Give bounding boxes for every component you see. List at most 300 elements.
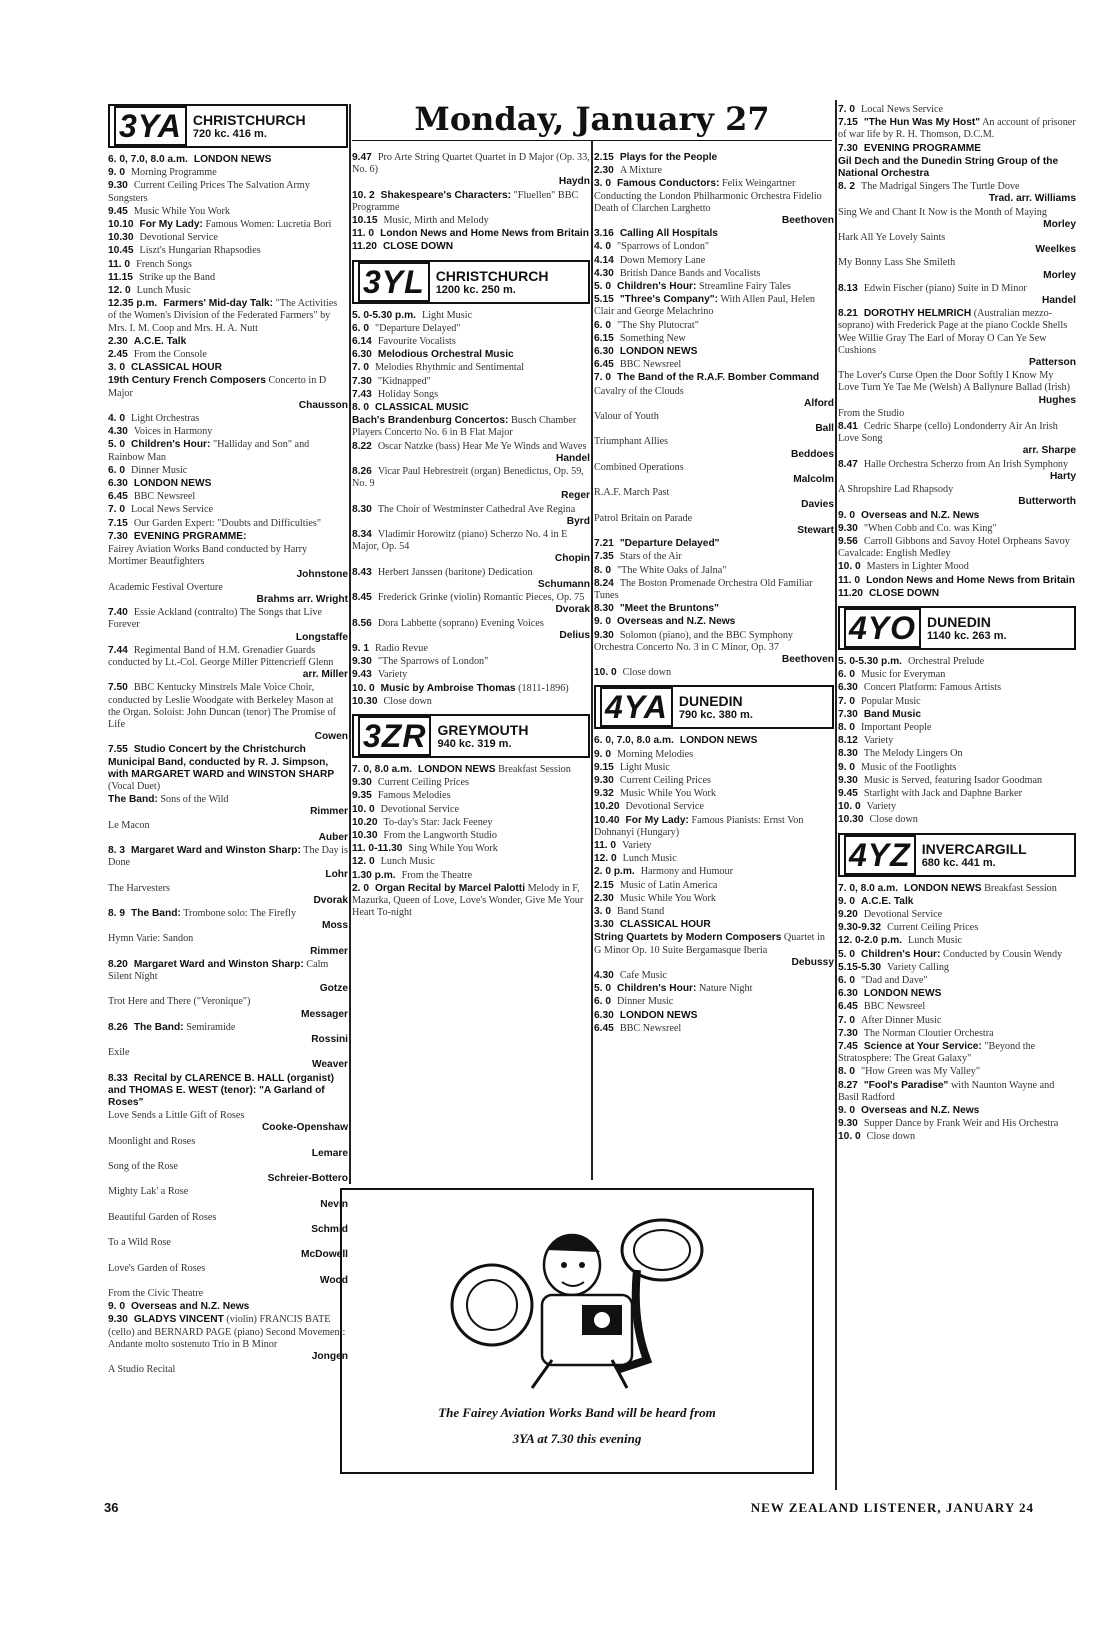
programme-time: 7.15 [108, 517, 128, 529]
programme-detail: "The Sparrows of London" [377, 656, 489, 668]
programme-detail: Local News Service [131, 504, 214, 516]
programme-detail: Music for Everyman [861, 669, 946, 681]
programme-heading: Studio Concert by the Christchurch Municipal Band, conducted by R. J. Simpson, with MARGARET WARD and WINSTON SHARP [108, 744, 335, 780]
programme-entry [352, 618, 590, 642]
programme-detail: Concert Platform: Famous Artists [863, 682, 1002, 694]
programme-entry [594, 840, 834, 852]
programme-detail: A Studio Recital [108, 1364, 176, 1376]
programme-detail: Music of Latin America [619, 879, 718, 891]
programme-detail: "Dad and Dave" [861, 974, 928, 986]
programme-heading: For My Lady: [139, 219, 203, 231]
programme-entry [594, 775, 834, 787]
programme-time: 9.30 [838, 522, 858, 534]
programme-heading: London News and Home News from Britain [380, 228, 589, 240]
programme-time: 3.30 [594, 919, 614, 931]
programme-time: 6.45 [594, 1022, 614, 1034]
programme-time: 8.12 [838, 735, 858, 747]
programme-composer: Jongen [311, 1351, 348, 1363]
programme-entry [594, 565, 834, 577]
station-logo-3ya [108, 104, 348, 148]
programme-detail: Pro Arte String Quartet Quartet in D Major (Op. 33, No. 6) [352, 152, 590, 176]
programme-detail: My Bonny Lass She Smileth [838, 257, 956, 269]
programme-time: 5. 0 [838, 948, 855, 960]
programme-entry [108, 1364, 348, 1376]
programme-detail: "Sparrows of London" [617, 241, 710, 253]
programme-time: 1.30 p.m. [352, 869, 396, 881]
programme-time: 8.26 [352, 466, 372, 478]
programme-heading: Music by Ambroise Thomas [380, 682, 516, 694]
programme-detail: Holiday Songs [377, 388, 439, 400]
programme-time: 7.45 [838, 1041, 858, 1052]
programme-time: 12. 0 [108, 285, 131, 297]
programme-entry [594, 880, 834, 892]
programme-entry [838, 523, 1076, 535]
programme-time: 10. 0 [352, 803, 375, 815]
programme-time: 2.15 [594, 152, 614, 163]
programme-entry [352, 241, 590, 253]
programme-composer: Cowen [314, 731, 348, 743]
programme-composer: Nevin [320, 1198, 348, 1210]
programme-heading: Calling All Hospitals [619, 228, 718, 240]
programme-time: 9. 1 [352, 642, 369, 654]
programme-entry [838, 748, 1076, 760]
programme-time: 10. 0 [352, 682, 375, 694]
programme-entry [838, 588, 1076, 600]
programme-composer: Auber [318, 831, 348, 843]
programme-entry [352, 567, 590, 591]
programme-detail: Devotional Service [625, 801, 704, 813]
programme-detail: Vladimir Horowitz (piano) Scherzo No. 4 in E Major, Op. 54 [352, 529, 568, 553]
programme-entry [352, 402, 590, 414]
programme-entry [352, 683, 590, 695]
programme-entry [838, 156, 1076, 180]
programme-detail: (1811-1896) [518, 682, 569, 694]
programme-entry [352, 441, 590, 465]
programme-composer: Rimmer [310, 806, 348, 818]
programme-composer: Gotze [319, 983, 348, 995]
programme-composer: Reger [561, 490, 590, 502]
programme-heading: CLOSE DOWN [868, 587, 940, 599]
programme-time: 8.41 [838, 421, 858, 433]
programme-time: 8.24 [594, 577, 614, 589]
programme-detail: "The White Oaks of Jalna" [617, 564, 727, 576]
programme-heading: Melodious Orchestral Music [377, 349, 514, 361]
programme-entry [108, 206, 348, 218]
programme-entry [108, 996, 348, 1020]
masthead: NEW ZEALAND LISTENER, JANUARY 24 [750, 1500, 1034, 1515]
programme-detail: Stars of the Air [619, 551, 682, 563]
programme-detail: Le Macon [108, 819, 150, 831]
programme-entry [594, 996, 834, 1008]
programme-entry [352, 323, 590, 335]
programme-entry [108, 845, 348, 882]
programme-time: 11. 0 [838, 574, 861, 586]
programme-detail: Music, Mirth and Melody [383, 215, 489, 227]
programme-entry [352, 870, 590, 882]
programme-entry [108, 1022, 348, 1046]
programme-composer: Handel [1042, 295, 1076, 307]
programme-entry [838, 935, 1076, 947]
programme-entry [352, 504, 590, 528]
programme-detail: Close down [866, 1131, 916, 1143]
programme-heading: Overseas and N.Z. News [131, 1301, 250, 1313]
column-divider [591, 140, 593, 1180]
programme-detail: "Kidnapped" [377, 375, 431, 387]
programme-detail: With Allen Paul, Helen Clair and George Melachrino [594, 294, 815, 318]
programme-composer: Hughes [1038, 394, 1076, 406]
programme-entry [108, 154, 348, 166]
station-city: DUNEDIN [678, 693, 743, 710]
station-city: INVERCARGILL [921, 840, 1027, 857]
programme-detail: Exile [108, 1047, 130, 1059]
programme-entry [108, 413, 348, 425]
programme-time: 11.15 [108, 271, 133, 283]
programme-entry [594, 1010, 834, 1022]
programme-detail: Current Ceiling Prices The Salvation Army Songsters [108, 180, 310, 204]
programme-entry [108, 820, 348, 844]
programme-heading: CLOSE DOWN [382, 241, 454, 253]
programme-entry [838, 408, 1076, 420]
programme-entry [838, 1028, 1076, 1040]
programme-entry [594, 603, 834, 615]
programme-detail: Variety Calling [887, 961, 950, 973]
programme-time: 5. 0-5.30 p.m. [838, 655, 902, 667]
programme-time: 9.35 [352, 790, 372, 802]
programme-entry [594, 866, 834, 878]
programme-time: 6.15 [594, 332, 614, 344]
programme-entry [838, 1001, 1076, 1013]
programme-time: 11.20 [352, 241, 377, 253]
programme-entry [108, 582, 348, 606]
programme-entry [838, 1015, 1076, 1027]
programme-time: 9. 0 [594, 748, 611, 760]
programme-entry [594, 165, 834, 177]
programme-entry [838, 962, 1076, 974]
programme-time: 8. 9 [108, 907, 125, 919]
programme-detail: Patrol Britain on Parade [594, 512, 693, 524]
programme-entry [594, 513, 834, 537]
programme-time: 6. 0 [108, 464, 125, 476]
programme-detail: Radio Revue [375, 642, 428, 654]
programme-time: 5. 0 [594, 281, 611, 293]
programme-entry [108, 259, 348, 271]
programme-entry [838, 117, 1076, 141]
programme-detail: Edwin Fischer (piano) Suite in D Minor [863, 282, 1027, 294]
programme-time: 7. 0 [838, 695, 855, 707]
programme-entry [108, 439, 348, 463]
programme-detail: Light Music [619, 761, 670, 773]
programme-entry [352, 856, 590, 868]
station-city: CHRISTCHURCH [435, 267, 549, 284]
programme-time: 8.20 [108, 958, 128, 970]
programme-time: 7. 0, 8.0 a.m. [838, 882, 899, 894]
programme-heading: Children's Hour: [617, 281, 697, 293]
programme-entry [594, 735, 834, 747]
programme-composer: Messager [300, 1008, 348, 1020]
programme-entry [838, 735, 1076, 747]
programme-time: 10.15 [352, 215, 378, 227]
programme-detail: Variety [377, 669, 408, 681]
programme-list [108, 154, 348, 1377]
programme-detail: "Fluellen" BBC Programme [352, 189, 579, 213]
programme-detail: British Dance Bands and Vocalists [619, 267, 761, 279]
programme-heading: Bach's Brandenburg Concertos: [352, 415, 509, 427]
programme-entry [352, 190, 590, 214]
programme-entry [108, 531, 348, 543]
programme-detail: To a Wild Rose [108, 1237, 171, 1249]
programme-heading: LONDON NEWS [619, 1009, 698, 1021]
programme-detail: Melody in F, Mazurka, Queen of Love, Love's Wonder, Give Me Your Heart To-night [352, 882, 584, 919]
programme-entry [838, 988, 1076, 1000]
programme-detail: BBC Newsreel [619, 1022, 682, 1034]
programme-time: 10.40 [594, 814, 620, 826]
programme-time: 4. 0 [108, 413, 125, 425]
programme-time: 7. 0, 8.0 a.m. [352, 763, 413, 775]
programme-time: 6.30 [594, 1009, 614, 1021]
programme-entry [352, 228, 590, 240]
programme-heading: EVENING PRGRAMME: [133, 530, 247, 542]
programme-heading: Famous Conductors: [617, 178, 720, 190]
programme-entry [352, 415, 590, 439]
programme-entry [108, 959, 348, 996]
programme-detail: Breakfast Session [984, 882, 1057, 894]
programme-composer: Lohr [325, 869, 348, 881]
programme-detail: (Australian mezzo-soprano) with Frederick Page at the piano Cockle Shells Wee Willie Gray The Earl of Moray O Can Ye Sew Cushions [838, 308, 1068, 356]
programme-entry [352, 777, 590, 789]
programme-detail: Melodies Rhythmic and Sentimental [375, 362, 525, 374]
programme-detail: Trombone solo: The Firefly [183, 907, 297, 919]
programme-heading: Recital by CLARENCE B. HALL (organist) and THOMAS E. WEST (tenor): "A Garland of Roses" [108, 1072, 335, 1109]
caption-line-1: The Fairey Aviation Works Band will be heard from [438, 1405, 716, 1420]
programme-entry [352, 843, 590, 855]
programme-composer: Harty [1049, 470, 1076, 482]
programme-detail: The Lover's Curse Open the Door Softly I Know My Love Turn Ye Tae Me (Welsh) A Ballynure Ballad (Irish) [838, 370, 1070, 394]
programme-time: 3. 0 [108, 362, 125, 374]
programme-entry [352, 336, 590, 348]
programme-entry [108, 245, 348, 257]
programme-entry [838, 682, 1076, 694]
programme-detail: Our Garden Expert: "Doubts and Difficulties" [133, 517, 322, 529]
programme-heading: String Quartets by Modern Composers [594, 932, 782, 944]
programme-time: 10.30 [838, 814, 864, 826]
programme-time: 10.30 [352, 829, 378, 841]
programme-time: 7. 0 [352, 362, 369, 374]
programme-entry [838, 709, 1076, 721]
programme-detail: Sons of the Wild [160, 794, 229, 806]
programme-entry [108, 1186, 348, 1210]
programme-entry [838, 1105, 1076, 1117]
programme-entry [108, 883, 348, 907]
programme-composer: Ball [815, 423, 834, 435]
programme-entry [352, 804, 590, 816]
programme-detail: Devotional Service [380, 803, 460, 815]
programme-detail: Music While You Work [619, 788, 716, 800]
programme-heading: Farmers' Mid-day Talk: [163, 298, 274, 310]
programme-time: 6.45 [594, 359, 614, 371]
programme-time: 6.45 [108, 491, 128, 503]
programme-detail: From the Console [133, 349, 207, 361]
programme-time: 10.10 [108, 219, 134, 231]
station-frequency: 1140 kc. 263 m. [927, 629, 1007, 642]
programme-detail: An account of prisoner of war life by R. H. Thomson, D.C.M. [838, 117, 1076, 141]
programme-entry [108, 1301, 348, 1313]
programme-entry [838, 575, 1076, 587]
programme-detail: Important People [861, 721, 932, 733]
programme-heading: Children's Hour: [617, 983, 697, 995]
programme-composer: Moss [321, 920, 348, 932]
programme-detail: "The Shy Plutocrat" [617, 319, 699, 331]
programme-entry [108, 1136, 348, 1160]
programme-time: 8.34 [352, 529, 372, 541]
programme-time: 7.50 [108, 682, 128, 694]
programme-detail: Hark All Ye Lovely Saints [838, 232, 946, 244]
programme-entry [594, 538, 834, 550]
programme-detail: Lunch Music [136, 285, 191, 297]
programme-entry [108, 1237, 348, 1261]
programme-composer: Chausson [298, 399, 348, 411]
programme-time: 7.15 [838, 117, 858, 129]
programme-detail: BBC Newsreel [619, 359, 682, 371]
programme-time: 7.30 [838, 142, 858, 154]
programme-time: 8.47 [838, 458, 858, 470]
programme-composer: Byrd [566, 515, 590, 527]
programme-entry [838, 143, 1076, 155]
programme-heading: Children's Hour: [861, 948, 941, 960]
programme-detail: Liszt's Hungarian Rhapsodies [139, 245, 261, 257]
programme-time: 10. 2 [352, 189, 375, 201]
programme-detail: BBC Kentucky Minstrels Male Voice Choir, conducted by Leslie Woodgate with Berkeley Mason at the Organ. Soloist: John Duncan (tenor) The Promise of Life [108, 682, 336, 730]
programme-time: 8.30 [352, 503, 372, 515]
programme-time: 6.30 [352, 349, 372, 361]
programme-detail: French Songs [136, 258, 192, 270]
programme-entry [594, 386, 834, 410]
programme-entry [594, 893, 834, 905]
programme-composer: Wood [319, 1274, 348, 1286]
programme-detail: Supper Dance by Frank Weir and His Orchestra [863, 1118, 1059, 1130]
programme-time: 9.30 [838, 774, 858, 786]
programme-composer: Dvorak [313, 894, 348, 906]
programme-time: 8.30 [594, 603, 614, 615]
programme-entry [108, 1288, 348, 1300]
programme-entry [838, 536, 1076, 560]
programme-entry [108, 362, 348, 374]
programme-detail: Music While You Work [619, 892, 716, 904]
programme-time: 9.30 [594, 774, 614, 786]
programme-detail: From the Theatre [401, 869, 473, 881]
programme-composer: Patterson [1029, 357, 1076, 369]
programme-heading: LONDON NEWS [679, 735, 758, 747]
programme-heading: LONDON NEWS [863, 988, 942, 1000]
programme-detail: Voices in Harmony [133, 426, 213, 438]
caption-line-2: 3YA at 7.30 this evening [512, 1431, 642, 1446]
programme-entry [594, 411, 834, 435]
programme-detail: Famous Women: Lucretia Bori [205, 219, 332, 231]
programme-time: 8. 0 [352, 402, 369, 414]
programme-list [352, 152, 590, 919]
programme-composer: Debussy [791, 956, 834, 968]
programme-detail: Cavalry of the Clouds [594, 385, 684, 397]
programme-time: 5.15 [594, 294, 614, 306]
programme-composer: Brahms arr. Wright [256, 593, 348, 605]
programme-entry [108, 1263, 348, 1287]
page-number: 36 [104, 1500, 119, 1515]
programme-entry [108, 298, 348, 335]
programme-time: 6.30 [594, 346, 614, 358]
programme-entry [838, 922, 1076, 934]
programme-detail: Nature Night [698, 983, 753, 995]
programme-detail: The Melody Lingers On [863, 748, 963, 760]
programme-time: 2.30 [594, 165, 614, 177]
programme-time: 2.15 [594, 879, 614, 891]
programme-composer: Chopin [554, 553, 590, 565]
programme-entry [352, 883, 590, 920]
programme-entry [594, 667, 834, 679]
programme-entry [594, 487, 834, 511]
programme-time: 10. 0 [838, 801, 861, 813]
programme-detail: Popular Music [861, 695, 921, 707]
programme-time: 8.56 [352, 617, 372, 629]
programme-time: 8. 2 [838, 181, 855, 193]
programme-time: 7.30 [838, 708, 858, 720]
programme-entry [594, 281, 834, 293]
column-1 [108, 104, 348, 1378]
programme-heading: GLADYS VINCENT [133, 1314, 224, 1326]
programme-time: 9.45 [108, 205, 128, 217]
programme-detail: Orchestral Prelude [908, 655, 985, 667]
programme-detail: Song of the Rose [108, 1161, 178, 1173]
programme-detail: Morning Programme [131, 167, 217, 179]
programme-time: 7.30 [838, 1027, 858, 1039]
programme-detail: Current Ceiling Prices [377, 777, 469, 789]
programme-detail: The Norman Cloutier Orchestra [863, 1027, 994, 1039]
programme-detail: Down Memory Lane [619, 254, 706, 266]
station-call: 3ZR [358, 716, 431, 756]
programme-entry [594, 970, 834, 982]
programme-time: 6. 0 [838, 669, 855, 681]
programme-time: 8. 0 [838, 721, 855, 733]
programme-entry [594, 762, 834, 774]
programme-entry [108, 518, 348, 530]
programme-detail: From the Studio [838, 407, 905, 419]
programme-heading: London News and Home News from Britain [866, 574, 1075, 586]
programme-time: 9. 0 [838, 761, 855, 773]
programme-time: 9.32 [594, 788, 614, 800]
programme-time: 10.30 [108, 232, 134, 244]
programme-composer: Weelkes [1035, 244, 1076, 256]
programme-heading: LONDON NEWS [619, 346, 698, 358]
station-logo-4yo [838, 606, 1076, 650]
programme-detail: Masters in Lighter Mood [866, 561, 969, 573]
programme-entry [352, 215, 590, 227]
programme-entry [108, 1110, 348, 1134]
programme-time: 7.55 [108, 744, 128, 756]
programme-time: 6. 0, 7.0, 8.0 a.m. [108, 154, 188, 165]
programme-time: 10.45 [108, 245, 134, 257]
programme-entry [838, 1066, 1076, 1078]
programme-detail: Concerto in D Major [108, 375, 327, 399]
programme-entry [108, 645, 348, 682]
programme-time: 3. 0 [594, 178, 611, 190]
programme-time: 9.20 [838, 908, 858, 920]
programme-detail: Cedric Sharpe (cello) Londonderry Air An Irish Love Song [838, 421, 1058, 445]
programme-detail: Famous Pianists: Ernst Von Dohnanyi (Hungary) [594, 814, 804, 838]
programme-detail: From the Civic Theatre [108, 1288, 204, 1300]
programme-entry [352, 362, 590, 374]
programme-entry [352, 349, 590, 361]
programme-entry [352, 790, 590, 802]
programme-time: 5.15-5.30 [838, 961, 882, 973]
programme-time: 12. 0-2.0 p.m. [838, 935, 902, 947]
